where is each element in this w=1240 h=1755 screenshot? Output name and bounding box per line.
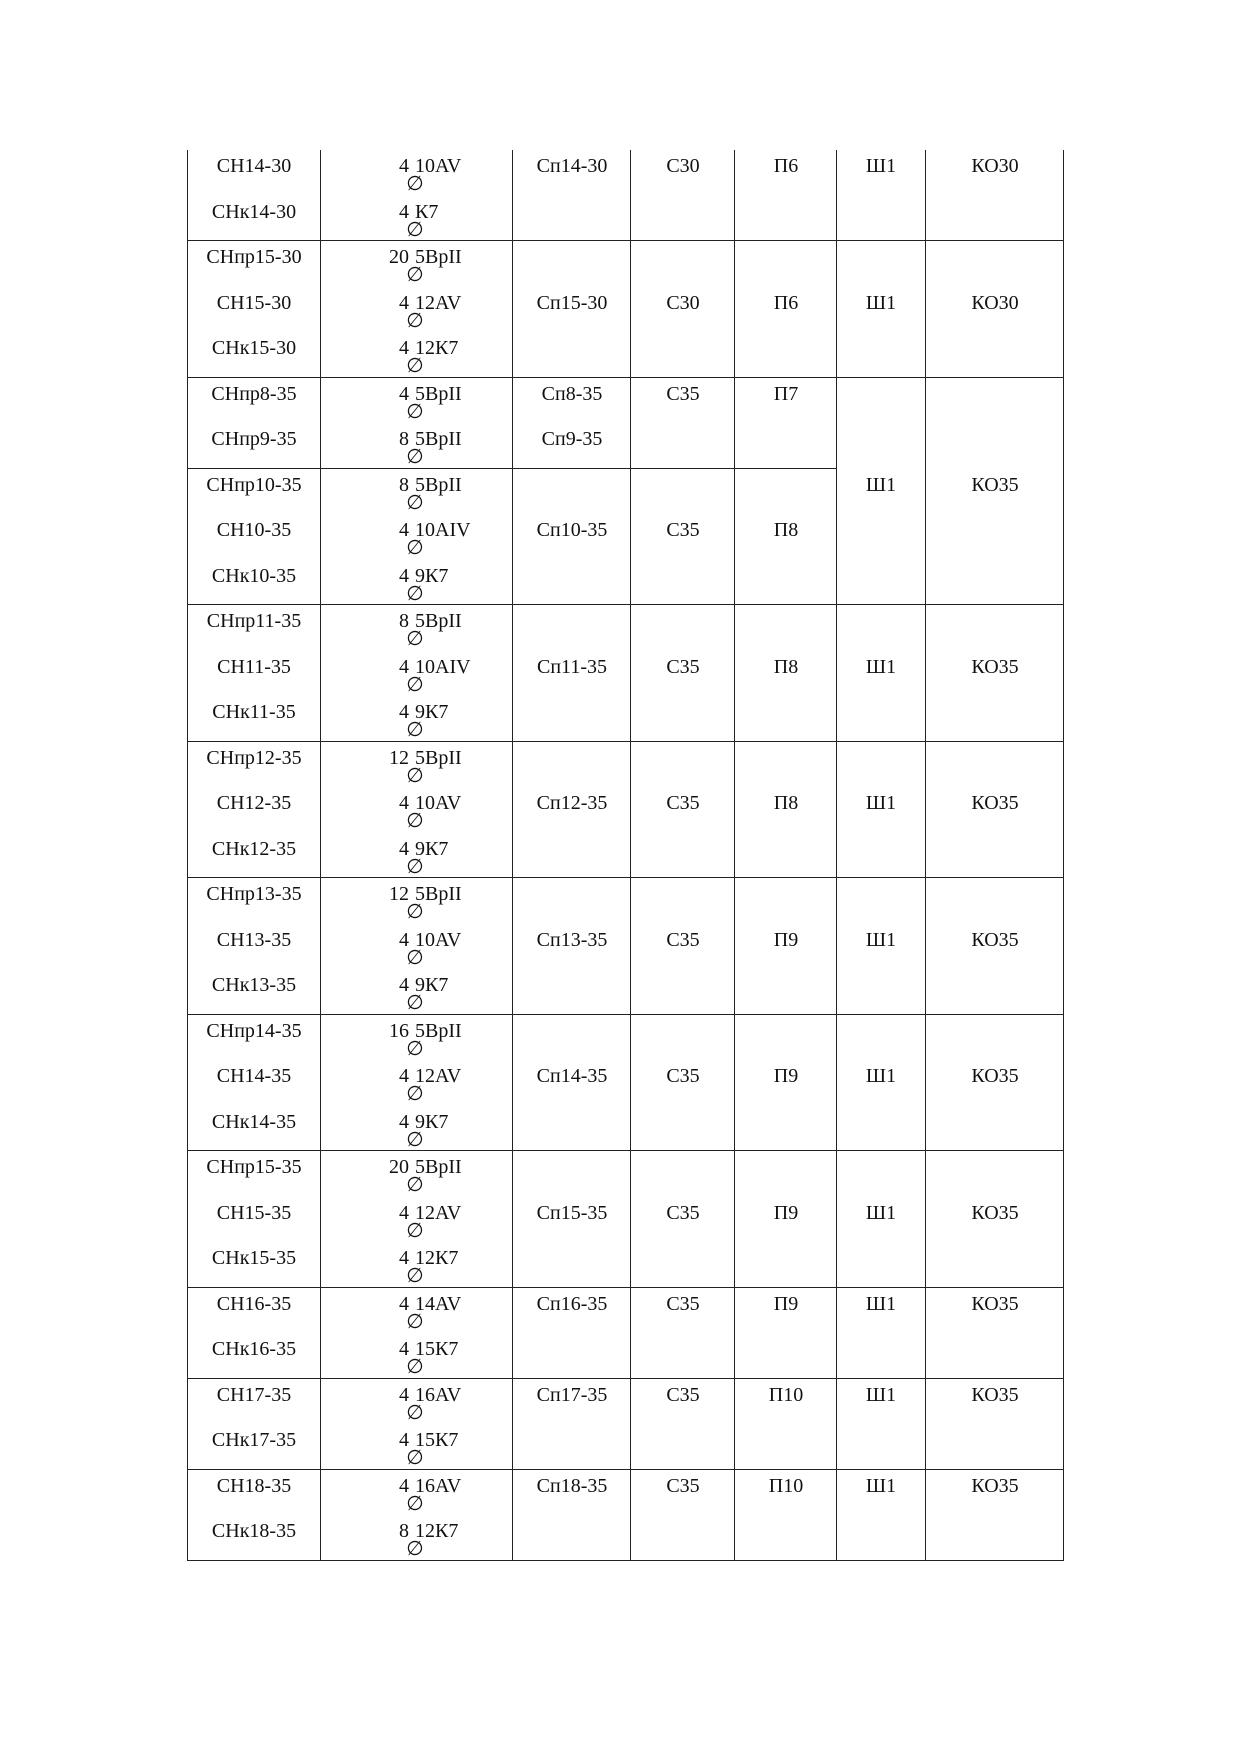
collar-mark: КО30: [971, 291, 1019, 314]
rebar-steel: 15К7: [415, 1338, 459, 1360]
diameter-icon: ∅: [406, 444, 424, 468]
collar-mark: КО35: [971, 1474, 1019, 1497]
rebar-count: 4: [399, 200, 409, 223]
table-column-divider: [512, 150, 513, 1561]
reinforcement-table: [188, 150, 1064, 1561]
spiral-mark: Сп18-35: [536, 1474, 608, 1497]
rebar-count: 8: [399, 610, 409, 632]
concrete-class: С30: [666, 291, 700, 314]
concrete-class: С35: [666, 1201, 700, 1224]
table-row-divider: [188, 877, 1064, 878]
diameter-icon: ∅: [406, 1445, 424, 1469]
rebar-count: 8: [399, 473, 409, 496]
rebar-mark: СНк15-30: [211, 337, 297, 359]
rebar-mark: СНпр13-35: [206, 883, 302, 905]
shear-mark: Ш1: [865, 1383, 897, 1406]
plate-mark: П6: [773, 291, 799, 314]
shear-mark: Ш1: [865, 792, 897, 814]
rebar-count: 4: [399, 1474, 409, 1497]
rebar-mark: СНк14-30: [211, 200, 297, 223]
table-column-divider: [1063, 150, 1064, 1561]
diameter-icon: ∅: [406, 1263, 424, 1287]
diameter-icon: ∅: [406, 398, 424, 423]
rebar-steel: 12AV: [415, 1201, 462, 1224]
diameter-icon: ∅: [406, 853, 424, 878]
concrete-class: С35: [666, 1065, 700, 1087]
rebar-steel: 12К7: [415, 1247, 459, 1269]
spiral-mark: Сп10-35: [536, 519, 608, 541]
rebar-steel: 15К7: [415, 1429, 459, 1451]
diameter-icon: ∅: [406, 489, 424, 514]
rebar-count: 4: [399, 928, 409, 951]
table-row-divider: [188, 468, 837, 469]
rebar-steel: 16AV: [415, 1383, 462, 1406]
rebar-mark: СНпр10-35: [206, 473, 302, 496]
rebar-count: 4: [399, 564, 409, 587]
rebar-mark: СНк13-35: [211, 974, 297, 996]
rebar-mark: СН12-35: [216, 792, 292, 814]
collar-mark: КО35: [971, 1201, 1019, 1224]
plate-mark: П6: [773, 155, 799, 177]
rebar-mark: СНпр14-35: [206, 1019, 302, 1042]
concrete-class: С35: [666, 1474, 700, 1497]
rebar-mark: СНк16-35: [211, 1338, 297, 1360]
rebar-steel: 10AIV: [415, 655, 471, 678]
diameter-icon: ∅: [406, 1217, 424, 1242]
rebar-steel: 9К7: [415, 1110, 449, 1133]
concrete-class: С35: [666, 1383, 700, 1406]
rebar-steel: 5ВрII: [415, 883, 462, 905]
table-row-divider: [188, 377, 1064, 378]
rebar-mark: СНк12-35: [211, 837, 297, 860]
rebar-steel: 12AV: [415, 1065, 462, 1087]
rebar-steel: 5ВрII: [415, 746, 462, 769]
table-row-divider: [188, 604, 1064, 605]
rebar-steel: 5ВрII: [415, 428, 462, 450]
diameter-icon: ∅: [406, 307, 424, 332]
rebar-steel: 10AV: [415, 792, 462, 814]
rebar-mark: СН14-35: [216, 1065, 292, 1087]
rebar-count: 4: [399, 1110, 409, 1133]
rebar-count: 4: [399, 701, 409, 723]
rebar-mark: СН10-35: [216, 519, 292, 541]
collar-mark: КО35: [971, 792, 1019, 814]
rebar-steel: К7: [415, 200, 439, 223]
table-row-divider: [188, 1378, 1064, 1379]
rebar-steel: 10AV: [415, 928, 462, 951]
rebar-count: 4: [399, 1429, 409, 1451]
rebar-count: 4: [399, 1292, 409, 1315]
plate-mark: П10: [768, 1383, 804, 1406]
rebar-count: 20: [389, 246, 409, 268]
concrete-class: С35: [666, 792, 700, 814]
rebar-mark: СНпр9-35: [211, 428, 297, 450]
rebar-steel: 5ВрII: [415, 610, 462, 632]
rebar-steel: 10AV: [415, 155, 462, 177]
rebar-steel: 9К7: [415, 701, 449, 723]
rebar-steel: 9К7: [415, 974, 449, 996]
diameter-icon: ∅: [406, 1399, 424, 1424]
collar-mark: КО35: [971, 928, 1019, 951]
spiral-mark: Сп11-35: [537, 655, 607, 678]
plate-mark: П9: [773, 1292, 799, 1315]
rebar-mark: СНк18-35: [211, 1520, 297, 1542]
rebar-mark: СНк11-35: [212, 701, 296, 723]
shear-mark: Ш1: [865, 1474, 897, 1497]
concrete-class: С35: [666, 1292, 700, 1315]
diameter-icon: ∅: [406, 580, 424, 605]
plate-mark: П8: [773, 655, 799, 678]
rebar-mark: СН15-35: [216, 1201, 292, 1224]
rebar-steel: 10AIV: [415, 519, 471, 541]
table-column-divider: [734, 150, 735, 1561]
rebar-mark: СН13-35: [216, 928, 292, 951]
plate-mark: П7: [773, 382, 799, 405]
rebar-count: 4: [399, 519, 409, 541]
table-column-divider: [630, 150, 631, 1561]
shear-mark: Ш1: [865, 473, 897, 496]
shear-mark: Ш1: [865, 155, 897, 177]
rebar-mark: СНк17-35: [211, 1429, 297, 1451]
rebar-count: 4: [399, 1338, 409, 1360]
diameter-icon: ∅: [406, 216, 424, 241]
diameter-icon: ∅: [406, 1172, 424, 1196]
rebar-mark: СН15-30: [216, 291, 292, 314]
rebar-count: 4: [399, 382, 409, 405]
table-column-divider: [925, 150, 926, 1561]
collar-mark: КО35: [971, 1383, 1019, 1406]
diameter-icon: ∅: [406, 1354, 424, 1378]
rebar-steel: 9К7: [415, 564, 449, 587]
rebar-count: 12: [389, 883, 409, 905]
table-column-divider: [836, 150, 837, 1561]
diameter-icon: ∅: [406, 1490, 424, 1515]
plate-mark: П9: [773, 928, 799, 951]
rebar-count: 4: [399, 1065, 409, 1087]
rebar-mark: СН11-35: [217, 655, 291, 678]
rebar-steel: 5ВрII: [415, 246, 462, 268]
rebar-steel: 14AV: [415, 1292, 462, 1315]
rebar-count: 4: [399, 1383, 409, 1406]
spiral-mark: Сп17-35: [536, 1383, 608, 1406]
diameter-icon: ∅: [406, 808, 424, 832]
plate-mark: П8: [773, 792, 799, 814]
diameter-icon: ∅: [406, 535, 424, 559]
rebar-steel: 16AV: [415, 1474, 462, 1497]
diameter-icon: ∅: [406, 1126, 424, 1151]
spiral-mark: Сп14-35: [536, 1065, 608, 1087]
shear-mark: Ш1: [865, 928, 897, 951]
rebar-mark: СНпр12-35: [206, 746, 302, 769]
spiral-mark: Сп14-30: [536, 155, 608, 177]
rebar-count: 4: [399, 155, 409, 177]
diameter-icon: ∅: [406, 1081, 424, 1105]
rebar-steel: 9К7: [415, 837, 449, 860]
collar-mark: КО35: [971, 473, 1019, 496]
diameter-icon: ∅: [406, 944, 424, 969]
concrete-class: С35: [666, 928, 700, 951]
collar-mark: КО35: [971, 1292, 1019, 1315]
table-row-divider: [188, 1560, 1064, 1561]
rebar-mark: СНпр15-35: [206, 1156, 302, 1178]
spiral-mark: Сп9-35: [541, 428, 603, 450]
rebar-steel: 5ВрII: [415, 1019, 462, 1042]
plate-mark: П10: [768, 1474, 804, 1497]
rebar-count: 4: [399, 837, 409, 860]
rebar-mark: СНк10-35: [211, 564, 297, 587]
rebar-count: 4: [399, 655, 409, 678]
rebar-count: 16: [389, 1019, 409, 1042]
rebar-count: 8: [399, 1520, 409, 1542]
table-row-divider: [188, 1469, 1064, 1470]
shear-mark: Ш1: [865, 1201, 897, 1224]
rebar-steel: 12К7: [415, 337, 459, 359]
diameter-icon: ∅: [406, 171, 424, 195]
collar-mark: КО35: [971, 655, 1019, 678]
spiral-mark: Сп15-35: [536, 1201, 608, 1224]
shear-mark: Ш1: [865, 291, 897, 314]
diameter-icon: ∅: [406, 353, 424, 377]
rebar-count: 4: [399, 291, 409, 314]
table-row-divider: [188, 1150, 1064, 1151]
rebar-mark: СН18-35: [216, 1474, 292, 1497]
concrete-class: С35: [666, 519, 700, 541]
spiral-mark: Сп13-35: [536, 928, 608, 951]
spiral-mark: Сп16-35: [536, 1292, 608, 1315]
diameter-icon: ∅: [406, 262, 424, 286]
concrete-class: С35: [666, 655, 700, 678]
diameter-icon: ∅: [406, 671, 424, 696]
spiral-mark: Сп8-35: [541, 382, 603, 405]
spiral-mark: Сп15-30: [536, 291, 608, 314]
diameter-icon: ∅: [406, 990, 424, 1014]
table-row-divider: [188, 1287, 1064, 1288]
rebar-mark: СН16-35: [216, 1292, 292, 1315]
diameter-icon: ∅: [406, 1536, 424, 1560]
rebar-count: 4: [399, 792, 409, 814]
rebar-steel: 5ВрII: [415, 473, 462, 496]
collar-mark: КО35: [971, 1065, 1019, 1087]
diameter-icon: ∅: [406, 762, 424, 787]
concrete-class: С35: [666, 382, 700, 405]
shear-mark: Ш1: [865, 655, 897, 678]
plate-mark: П9: [773, 1065, 799, 1087]
table-row-divider: [188, 240, 1064, 241]
table-column-divider: [320, 150, 321, 1561]
table-row-divider: [188, 1014, 1064, 1015]
diameter-icon: ∅: [406, 626, 424, 650]
diameter-icon: ∅: [406, 1035, 424, 1060]
rebar-count: 4: [399, 1247, 409, 1269]
rebar-steel: 12К7: [415, 1520, 459, 1542]
diameter-icon: ∅: [406, 717, 424, 741]
rebar-mark: СНк15-35: [211, 1247, 297, 1269]
rebar-steel: 5ВрII: [415, 1156, 462, 1178]
rebar-mark: СН17-35: [216, 1383, 292, 1406]
rebar-steel: 5ВрII: [415, 382, 462, 405]
rebar-count: 4: [399, 1201, 409, 1224]
rebar-count: 8: [399, 428, 409, 450]
table-row-divider: [188, 741, 1064, 742]
collar-mark: КО30: [971, 155, 1019, 177]
rebar-mark: СНпр11-35: [206, 610, 302, 632]
rebar-mark: СН14-30: [216, 155, 292, 177]
rebar-count: 4: [399, 974, 409, 996]
rebar-mark: СНпр15-30: [206, 246, 302, 268]
rebar-mark: СНпр8-35: [211, 382, 297, 405]
rebar-mark: СНк14-35: [211, 1110, 297, 1133]
plate-mark: П8: [773, 519, 799, 541]
rebar-count: 12: [389, 746, 409, 769]
shear-mark: Ш1: [865, 1292, 897, 1315]
table-column-divider: [187, 150, 188, 1561]
plate-mark: П9: [773, 1201, 799, 1224]
spiral-mark: Сп12-35: [536, 792, 608, 814]
rebar-steel: 12AV: [415, 291, 462, 314]
diameter-icon: ∅: [406, 1308, 424, 1333]
diameter-icon: ∅: [406, 899, 424, 923]
shear-mark: Ш1: [865, 1065, 897, 1087]
rebar-count: 4: [399, 337, 409, 359]
concrete-class: С30: [666, 155, 700, 177]
rebar-count: 20: [389, 1156, 409, 1178]
